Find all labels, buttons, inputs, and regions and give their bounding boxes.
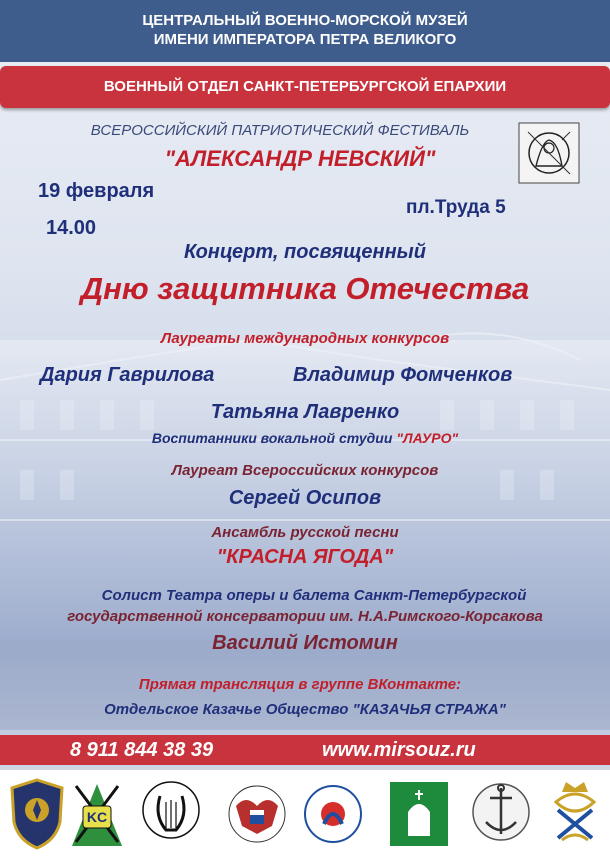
nevsky-emblem-icon [518, 122, 580, 184]
diocese-banner: ВОЕННЫЙ ОТДЕЛ САНКТ-ПЕТЕРБУРГСКОЙ ЕПАРХИИ [0, 66, 610, 108]
museum-name-line2: ИМЕНИ ИМПЕРАТОРА ПЕТРА ВЕЛИКОГО [153, 31, 457, 48]
performer-gavrilova: Дария Гаврилова [40, 364, 215, 386]
performer-lavrenko: Татьяна Лавренко [210, 401, 400, 423]
church-green-icon [388, 776, 450, 852]
website-link[interactable]: www.mirsouz.ru [322, 739, 476, 761]
ensemble-name: "КРАСНА ЯГОДА" [216, 546, 394, 568]
broadcast-org-name: "КАЗАЧЬЯ СТРАЖА" [352, 701, 506, 718]
concert-intro: Концерт, посвященный [184, 241, 426, 263]
crown-monogram-icon [544, 776, 606, 852]
event-venue: пл.Труда 5 [406, 197, 506, 218]
performer-istomin: Василий Истомин [212, 632, 398, 654]
event-date: 19 февраля [38, 180, 155, 202]
laureate-ru-label: Лауреат Всероссийских конкурсов [171, 462, 439, 479]
double-headed-eagle-icon [226, 776, 288, 852]
event-title: Дню защитника Отечества [80, 271, 530, 306]
broadcast-line2 [0, 701, 610, 718]
phone-number[interactable]: 8 911 844 38 39 [70, 739, 214, 761]
svg-text:KC: KC [86, 809, 108, 825]
ensemble-label: Ансамбль русской песни [211, 524, 399, 541]
sambo-federation-icon [302, 776, 364, 852]
ks-cross-icon [66, 776, 128, 852]
studio-line [0, 430, 610, 446]
laureates-intl-label: Лауреаты международных конкурсов [160, 330, 450, 347]
event-time: 14.00 [46, 217, 97, 239]
studio-name: "ЛАУРО" [396, 430, 459, 446]
museum-header [0, 0, 610, 62]
contact-bar [0, 735, 610, 765]
broadcast-org: Отдельское Казачье Общество [104, 701, 353, 718]
cossack-shield-icon [6, 776, 68, 852]
lyre-emblem-icon [140, 776, 202, 852]
broadcast-line1: Прямая трансляция в группе ВКонтакте: [138, 676, 462, 693]
festival-name: "АЛЕКСАНДР НЕВСКИЙ" [164, 146, 436, 171]
soloist-line2: государственной консерватории им. Н.А.Римского-Корсакова [67, 608, 543, 625]
performer-fomchenkov: Владимир Фомченков [293, 364, 513, 386]
museum-name-line1: ЦЕНТРАЛЬНЫЙ ВОЕННО-МОРСКОЙ МУЗЕЙ [142, 12, 468, 29]
festival-subtitle: ВСЕРОССИЙСКИЙ ПАТРИОТИЧЕСКИЙ ФЕСТИВАЛЬ [90, 122, 470, 139]
studio-prefix: Воспитанники вокальной студии [151, 430, 397, 446]
soloist-line1: Солист Театра оперы и балета Санкт-Петербургской [101, 587, 527, 604]
partner-logos-strip [0, 770, 610, 862]
performer-osipov: Сергей Осипов [228, 487, 382, 509]
anchor-cross-icon [470, 776, 532, 852]
